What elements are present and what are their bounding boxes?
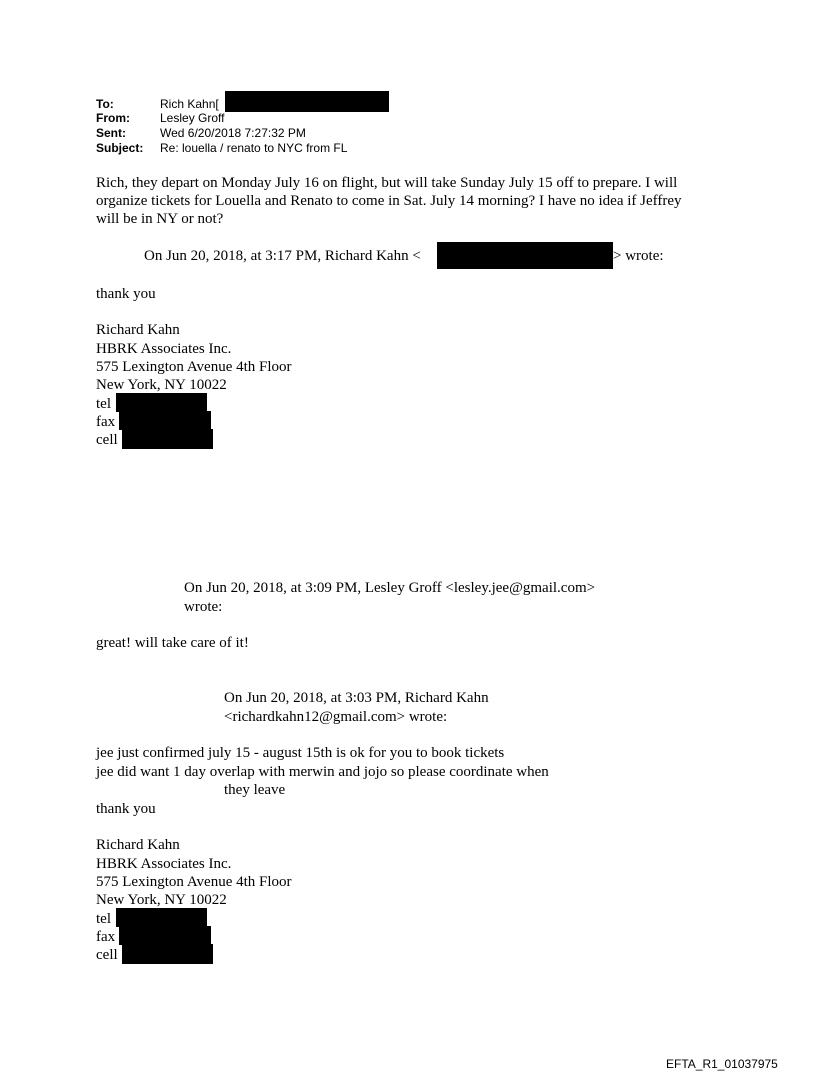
subject-value: Re: louella / renato to NYC from FL (160, 141, 348, 155)
redaction-block (122, 944, 213, 964)
quote-attribution: wrote: (184, 599, 223, 615)
sent-value: Wed 6/20/2018 7:27:32 PM (160, 126, 306, 140)
redaction-block (119, 926, 211, 945)
to-label: To: (96, 97, 114, 111)
signature-tel-label: tel (96, 911, 111, 927)
body-line: great! will take care of it! (96, 635, 249, 651)
from-value: Lesley Groff (160, 111, 225, 125)
body-line: organize tickets for Louella and Renato to come in Sat. July 14 morning? I have no idea if Jeffrey (96, 193, 682, 209)
subject-label: Subject: (96, 141, 144, 155)
signature-fax-label: fax (96, 929, 116, 945)
quote-attribution: On Jun 20, 2018, at 3:03 PM, Richard Kahn (224, 690, 489, 706)
signature-cell-label: cell (96, 947, 118, 963)
redaction-block (116, 393, 207, 412)
signature-company: HBRK Associates Inc. (96, 856, 232, 872)
body-line: thank you (96, 801, 156, 817)
body-line: they leave (224, 782, 286, 798)
signature-name: Richard Kahn (96, 837, 180, 853)
document-id: EFTA_R1_01037975 (666, 1057, 778, 1071)
signature-city: New York, NY 10022 (96, 377, 227, 393)
body-line: jee just confirmed july 15 - august 15th is ok for you to book tickets (96, 745, 505, 761)
quote-attribution: On Jun 20, 2018, at 3:09 PM, Lesley Groff <lesley.jee@gmail.com> (184, 580, 596, 596)
redaction-block (437, 242, 613, 269)
signature-address: 575 Lexington Avenue 4th Floor (96, 874, 292, 890)
body-line: Rich, they depart on Monday July 16 on flight, but will take Sunday July 15 off to prepare. I will (96, 175, 678, 191)
body-line: thank you (96, 286, 156, 302)
to-value: Rich Kahn[ (160, 97, 219, 111)
signature-city: New York, NY 10022 (96, 892, 227, 908)
signature-company: HBRK Associates Inc. (96, 341, 232, 357)
signature-fax-label: fax (96, 414, 116, 430)
redaction-block (119, 411, 211, 430)
redaction-block (225, 91, 389, 112)
signature-tel-label: tel (96, 396, 111, 412)
signature-cell-label: cell (96, 432, 118, 448)
body-line: will be in NY or not? (96, 211, 224, 227)
signature-name: Richard Kahn (96, 322, 180, 338)
from-label: From: (96, 111, 130, 125)
body-line: jee did want 1 day overlap with merwin and jojo so please coordinate when (96, 764, 549, 780)
sent-label: Sent: (96, 126, 126, 140)
quote-attribution: <richardkahn12@gmail.com> wrote: (224, 709, 448, 725)
signature-address: 575 Lexington Avenue 4th Floor (96, 359, 292, 375)
redaction-block (122, 429, 213, 449)
quote-attribution-suffix: > wrote: (613, 248, 664, 264)
redaction-block (116, 908, 207, 927)
quote-attribution: On Jun 20, 2018, at 3:17 PM, Richard Kahn < (144, 248, 421, 264)
